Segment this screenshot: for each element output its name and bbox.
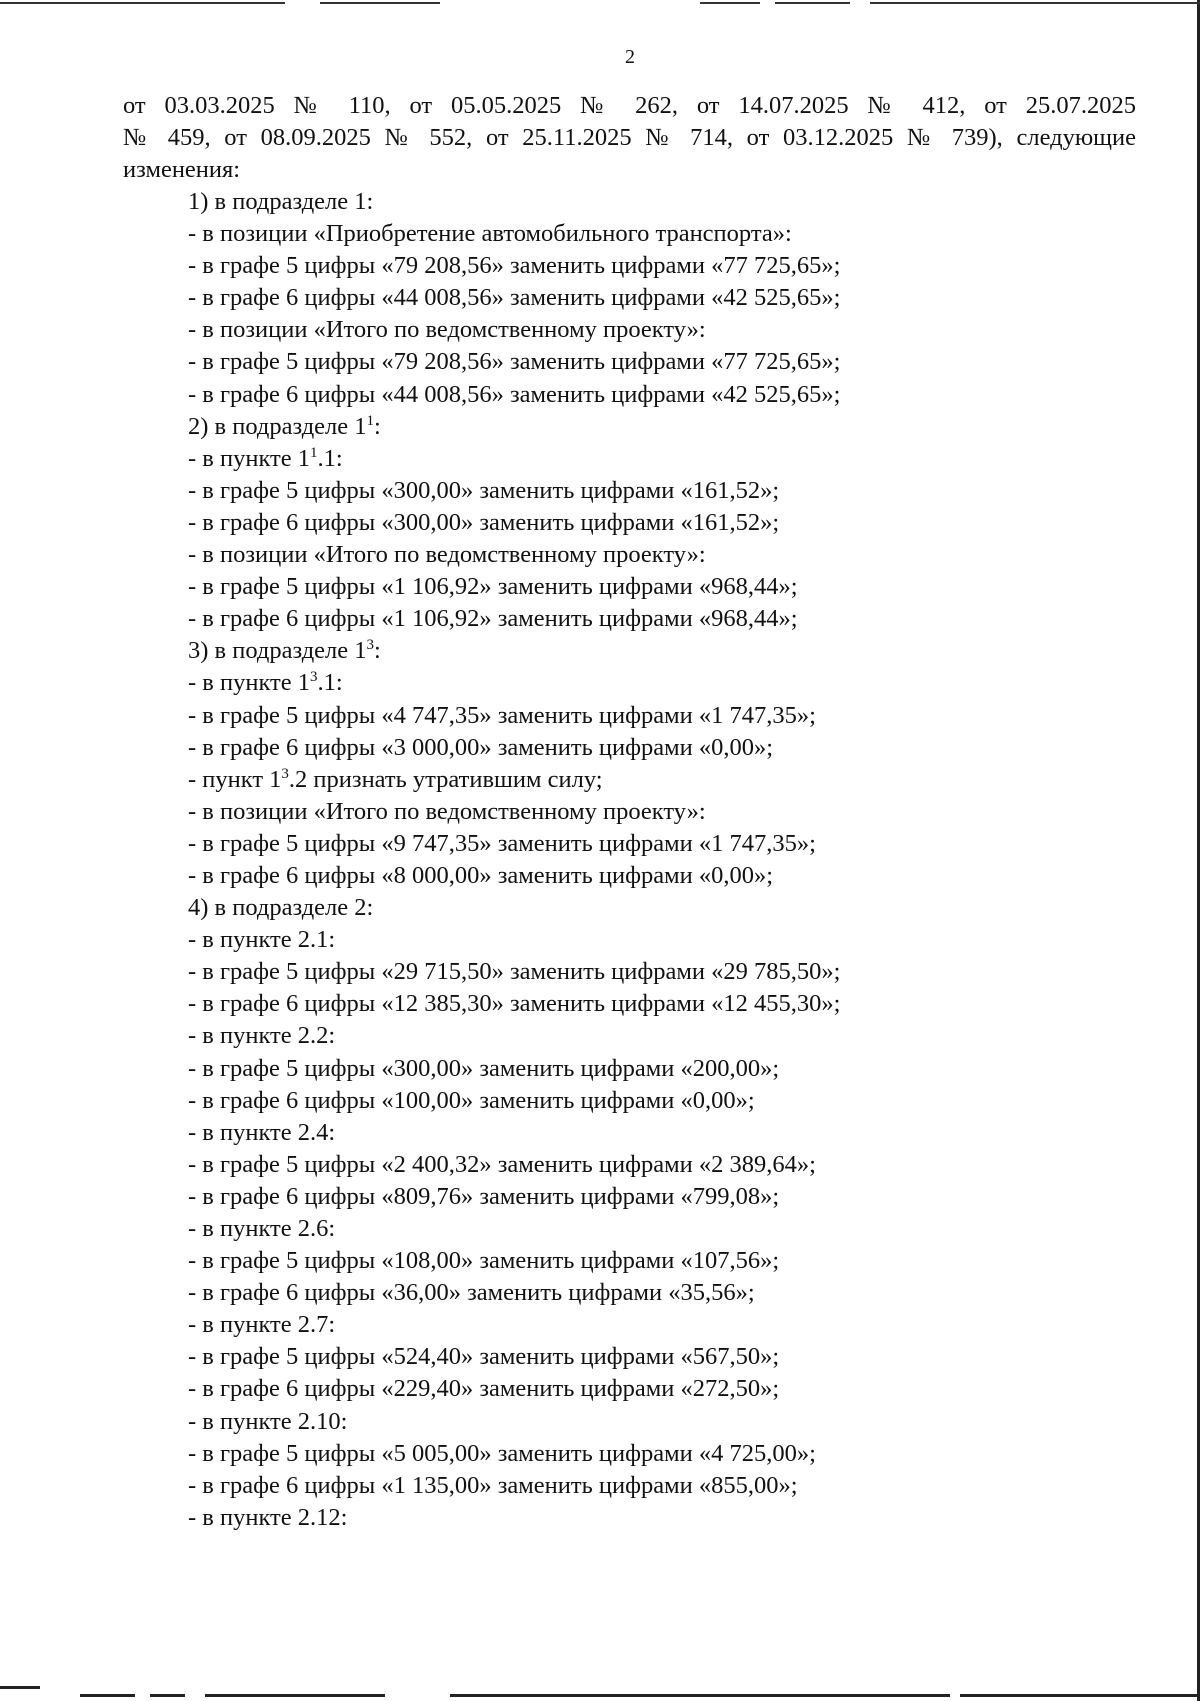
amendment-item: - в графе 6 цифры «229,40» заменить цифрами «272,50»; — [188, 1375, 780, 1403]
superscript-index: 1 — [366, 412, 375, 429]
amendment-item: - в позиции «Приобретение автомобильного транспорта»: — [188, 220, 792, 248]
amendment-item: - в графе 6 цифры «8 000,00» заменить цифрами «0,00»; — [188, 861, 774, 889]
amendment-item: - в графе 5 цифры «108,00» заменить цифрами «107,56»; — [188, 1247, 780, 1275]
amendment-item: - в графе 5 цифры «2 400,32» заменить цифрами «2 389,64»; — [188, 1150, 816, 1178]
amendment-item: - в графе 6 цифры «1 135,00» заменить цифрами «855,00»; — [188, 1471, 798, 1499]
superscript-index: 1 — [310, 444, 318, 461]
amendment-item: - в пункте 2.4: — [188, 1118, 336, 1146]
amendment-item: - в графе 6 цифры «1 106,92» заменить цифрами «968,44»; — [188, 605, 798, 633]
intro-paragraph — [123, 90, 1136, 186]
amendment-item: - в графе 5 цифры «300,00» заменить цифрами «161,52»; — [188, 476, 780, 504]
amendment-text: .1: — [317, 669, 343, 697]
amendment-item: - в графе 5 цифры «9 747,35» заменить цифрами «1 747,35»; — [188, 829, 816, 857]
amendment-item: - в графе 5 цифры «1 106,92» заменить цифрами «968,44»; — [188, 573, 798, 601]
amendment-item: - в графе 5 цифры «5 005,00» заменить цифрами «4 725,00»; — [188, 1439, 816, 1467]
amendment-item: - в графе 6 цифры «809,76» заменить цифрами «799,08»; — [188, 1182, 780, 1210]
amendment-item: - в позиции «Итого по ведомственному проекту»: — [188, 541, 706, 569]
scan-bottom-marks — [0, 1681, 1200, 1701]
amendment-text: - в пункте 1 — [188, 444, 310, 472]
superscript-index: 3 — [366, 637, 375, 654]
amendment-item: - в графе 5 цифры «79 208,56» заменить цифрами «77 725,65»; — [188, 348, 841, 376]
amendment-item: - в графе 6 цифры «100,00» заменить цифрами «0,00»; — [188, 1086, 755, 1114]
amendment-item: - в графе 5 цифры «4 747,35» заменить цифрами «1 747,35»; — [188, 701, 816, 729]
amendment-text: 2) в подразделе 1 — [188, 412, 367, 440]
amendment-item: 4) в подразделе 2: — [188, 894, 374, 922]
amendment-item: - в пункте 2.12: — [188, 1503, 348, 1531]
page-number: 2 — [625, 46, 635, 68]
amendment-item: - в графе 6 цифры «36,00» заменить цифрами «35,56»; — [188, 1279, 755, 1307]
intro-line: изменения: — [123, 156, 241, 183]
amendment-item — [188, 411, 1148, 443]
amendment-item: - в графе 6 цифры «12 385,30» заменить цифрами «12 455,30»; — [188, 990, 841, 1018]
amendment-item: 1) в подразделе 1: — [188, 188, 374, 215]
amendment-item: - в графе 5 цифры «300,00» заменить цифрами «200,00»; — [188, 1054, 780, 1082]
amendment-item: - в графе 5 цифры «79 208,56» заменить цифрами «77 725,65»; — [188, 252, 841, 280]
intro-line: от 03.03.2025 № 110, от 05.05.2025 № 262, от 14.07.2025 № 412, от 25.07.2025 — [123, 92, 1136, 119]
amendment-text: - в пункте 1 — [188, 669, 310, 697]
amendment-item: - в графе 6 цифры «3 000,00» заменить цифрами «0,00»; — [188, 733, 774, 761]
superscript-index: 3 — [310, 669, 318, 686]
scan-top-marks — [0, 0, 1200, 12]
amendment-list — [188, 186, 1148, 1534]
amendment-item — [188, 764, 1148, 796]
amendment-text: : — [374, 412, 381, 440]
amendment-item: - в графе 6 цифры «44 008,56» заменить цифрами «42 525,65»; — [188, 380, 841, 408]
amendment-text: : — [374, 637, 381, 665]
intro-line: № 459, от 08.09.2025 № 552, от 25.11.2025 № 714, от 03.12.2025 № 739), следующие — [123, 124, 1136, 151]
amendment-item — [188, 667, 1148, 699]
amendment-item — [188, 635, 1148, 667]
amendment-item: - в графе 6 цифры «300,00» заменить цифрами «161,52»; — [188, 508, 780, 536]
amendment-text: 3) в подразделе 1 — [188, 637, 367, 665]
amendment-text: .1: — [317, 444, 343, 472]
amendment-text: .2 признать утратившим силу; — [288, 765, 603, 793]
amendment-item — [188, 443, 1148, 475]
amendment-item: - в пункте 2.1: — [188, 926, 336, 954]
amendment-item: - в графе 5 цифры «524,40» заменить цифрами «567,50»; — [188, 1343, 780, 1371]
amendment-item: - в позиции «Итого по ведомственному проекту»: — [188, 316, 706, 344]
amendment-item: - в пункте 2.7: — [188, 1311, 336, 1339]
amendment-item: - в графе 5 цифры «29 715,50» заменить цифрами «29 785,50»; — [188, 958, 841, 986]
amendment-item: - в графе 6 цифры «44 008,56» заменить цифрами «42 525,65»; — [188, 284, 841, 312]
amendment-text: - пункт 1 — [188, 765, 282, 793]
amendment-item: - в пункте 2.10: — [188, 1407, 348, 1435]
amendment-item: - в позиции «Итого по ведомственному проекту»: — [188, 797, 706, 825]
amendment-item: - в пункте 2.6: — [188, 1215, 336, 1242]
superscript-index: 3 — [281, 765, 289, 782]
amendment-item: - в пункте 2.2: — [188, 1022, 336, 1050]
